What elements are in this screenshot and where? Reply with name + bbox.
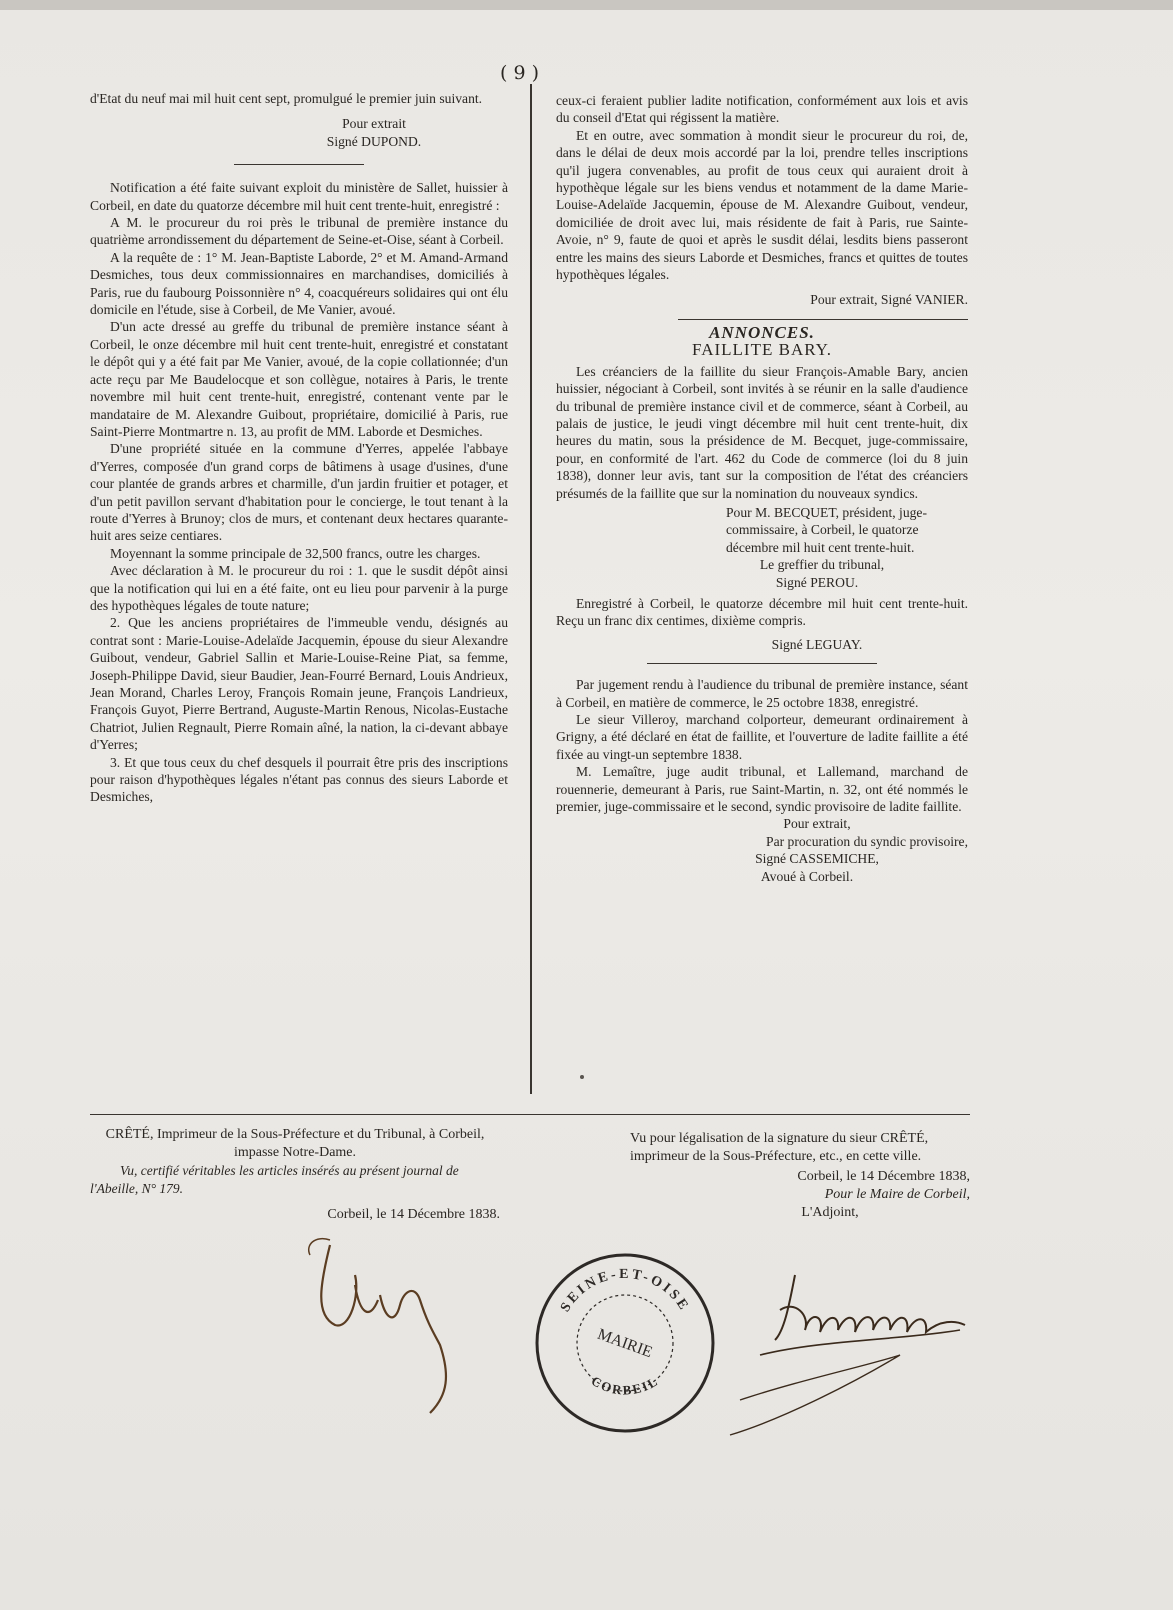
- left-paragraph: Notification a été faite suivant exploit du ministère de Sallet, huissier à Corbeil, en date du quatorze décembre mil huit cent trente-huit, enregistré :: [90, 180, 508, 213]
- separator-rule: [234, 164, 364, 165]
- left-paragraph: A M. le procureur du roi près le tribunal de première instance du quatrième arrondissement du département de Seine-et-Oise, séant à Corbeil.: [90, 215, 508, 248]
- left-paragraph: 2. Que les anciens propriétaires de l'immeuble vendu, désignés au contrat sont : Marie-Louise-Adelaïde Jacquemin, épouse du sieur Alexandre Guibout, vendeur, Gabriel Sallin et Marie-Louise-Reine Piat, sa femme, Joseph-Philippe David, sieur Baudier, Jean-Fourré Bernard, Louis Andrieux, Jean Morand, Charles Leroy, François Romain jeune, François Landrieux, François Guyot, Pierre Bertrand, Auguste-Martin Renous, Nicolas-Eustache Chatriot, Julien Regnault, Pierre Romain aîné, la nation, la ci-devant abbaye d'Yerres;: [90, 615, 508, 753]
- separator-rule: [647, 663, 877, 664]
- extrait-label: Pour extrait: [342, 116, 406, 132]
- paper-top-edge: [0, 0, 1173, 10]
- handwritten-signature-right: [700, 1260, 1000, 1450]
- footer-rule: [90, 1114, 970, 1115]
- signe-perou: Signé PEROU.: [775, 574, 859, 590]
- stamp-top-text: SEINE-ET-OISE: [557, 1266, 693, 1315]
- signe-cassemiche: Signé CASSEMICHE,: [755, 851, 879, 867]
- printer-line: CRÊTÉ, Imprimeur de la Sous-Préfecture et du Tribunal, à Corbeil, impasse Notre-Dame.: [105, 1127, 485, 1160]
- corbeil-date-left: Corbeil, le 14 Décembre 1838.: [327, 1207, 500, 1222]
- faillite-heading: FAILLITE BARY.: [692, 340, 832, 360]
- stamp-center-text: MAIRIE: [595, 1325, 655, 1362]
- left-top-lines: d'Etat du neuf mai mil huit cent sept, promulgué le premier juin suivant.: [90, 91, 483, 106]
- right-paragraph: ceux-ci feraient publier ladite notification, conformément aux lois et avis du conseil d'Etat qui régissent la matière.: [556, 93, 968, 126]
- footer-left: [90, 1126, 500, 1224]
- extrait-vanier: Pour extrait, Signé VANIER.: [810, 292, 968, 308]
- becquet-signature: Pour M. BECQUET, président, juge-commissaire, à Corbeil, le quatorze décembre mil huit cent trente-huit.: [726, 504, 927, 555]
- footer-right: [630, 1130, 970, 1222]
- faillite-paragraph: Les créanciers de la faillite du sieur François-Amable Bary, ancien huissier, négociant à Corbeil, sont invités à se réunir en la salle d'audience du tribunal de première instance civil et de commerce, séant à Corbeil, au palais de justice, le jeudi vingt décembre mil huit cent trente-huit, dix heures du matin, sous la présidence de M. Becquet, juge-commissaire, pour, en conformité de l'art. 462 du Code de commerce (loi du 8 juin 1838), donner leur avis, tant sur la composition de l'état des créanciers présumés de la faillite que sur la nomination du nouveaux syndics.: [556, 363, 968, 501]
- mairie-stamp: [532, 1250, 718, 1436]
- signe-dupond: Signé DUPOND.: [326, 133, 422, 149]
- legalisation-line: Vu pour légalisation de la signature du sieur CRÊTÉ, imprimeur de la Sous-Préfecture, etc., en cette ville.: [630, 1131, 929, 1164]
- maire-line: Pour le Maire de Corbeil,: [824, 1187, 970, 1202]
- jugement-paragraph: M. Lemaître, juge audit tribunal, et Lallemand, marchand de rouennerie, demeurant à Paris, rue Saint-Martin, n. 32, ont été nommés le premier, juge-commissaire et le second, syndic provisoire de ladite faillite.: [556, 764, 968, 815]
- left-paragraph: A la requête de : 1° M. Jean-Baptiste Laborde, 2° et M. Amand-Armand Desmiches, tous deux commissionnaires en marchandises, domiciliés à Paris, rue du faubourg Poissonnière n° 4, coacquéreurs solidaires qui ont élu domicile en l'étude, sise à Corbeil, de Me Vanier, avoué.: [90, 249, 508, 318]
- left-paragraph: D'un acte dressé au greffe du tribunal de première instance séant à Corbeil, le onze décembre mil huit cent trente-huit, enregistré et constatant le dépôt qui y a été fait par Me Vanier, avoué, de la copie collationnée; d'un acte reçu par Me Baudelocque et son collègue, notaires à Paris, le trente novembre mil huit cent trente-huit, enregistré, contenant vente par le mandataire de M. Alexandre Guibout, propriétaire, domicilié à Paris, rue Saint-Pierre Montmartre n. 13, au profit de MM. Laborde et Desmiches.: [90, 319, 508, 439]
- extrait-dupond: [90, 115, 508, 150]
- certifie-line: Vu, certifié véritables les articles insérés au présent journal de l'Abeille, N° 179.: [90, 1163, 459, 1196]
- handwritten-signature-left: [300, 1225, 470, 1415]
- stamp-bottom-text: CORBEIL: [588, 1372, 662, 1398]
- column-divider: [530, 84, 532, 1094]
- right-paragraph: Et en outre, avec sommation à mondit sieur le procureur du roi, de, dans le délai de deux mois accordé par la loi, prendre telles inscriptions qu'il jugera convenables, au profit de tous ceux qui auraient droit à hypothèque légale sur les biens vendus et notamment de la dame Marie-Louise-Adelaïde Jacquemin, épouse de M. Alexandre Guibout, vendeur, domiciliée de droit avec lui, mais résidente de fait à Paris, rue Sainte-Avoie, n° 9, faute de quoi et après le susdit délai, lesdits biens passeront entre les mains des sieurs Laborde et Desmiches, francs et quittes de toutes hypothèques légales.: [556, 127, 968, 283]
- left-paragraph: Avec déclaration à M. le procureur du roi : 1. que le susdit dépôt ainsi que la notification qui lui en a été faite, ont eu lieu pour parvenir à la purge des hypothèques légales de toute nature;: [90, 563, 508, 613]
- procuration-label: Par procuration du syndic provisoire,: [766, 833, 968, 849]
- left-paragraph: 3. Et que tous ceux du chef desquels il pourrait être pris des inscriptions pour raison d'hypothèques légales n'étant pas connus des sieurs Laborde et Desmiches,: [90, 754, 508, 805]
- greffier-label: Le greffier du tribunal,: [759, 557, 885, 573]
- jugement-paragraph: Par jugement rendu à l'audience du tribunal de première instance, séant à Corbeil, en matière de commerce, le 25 octobre 1838, enregistré.: [556, 677, 968, 710]
- annonces-heading: ANNONCES.: [709, 322, 815, 342]
- signe-leguay: Signé LEGUAY.: [771, 636, 863, 652]
- page-number: ( 9 ): [500, 62, 539, 84]
- left-paragraph: Moyennant la somme principale de 32,500 francs, outre les charges.: [110, 545, 481, 561]
- ink-dot: [580, 1075, 584, 1079]
- enregistre-paragraph: Enregistré à Corbeil, le quatorze décembre mil huit cent trente-huit. Reçu un franc dix centimes, dixième compris.: [556, 595, 968, 629]
- extrait-label-2: Pour extrait,: [783, 816, 851, 832]
- corbeil-date-right: Corbeil, le 14 Décembre 1838,: [797, 1169, 970, 1184]
- adjoint-line: L'Adjoint,: [801, 1205, 859, 1220]
- right-column: [556, 92, 968, 885]
- avoue-label: Avoué à Corbeil.: [760, 868, 854, 884]
- jugement-paragraph: Le sieur Villeroy, marchand colporteur, demeurant ordinairement à Grigny, a été déclaré en état de faillite, et l'ouverture de ladite faillite a été fixée au vingt-un septembre 1838.: [556, 712, 968, 762]
- left-column: [90, 90, 508, 806]
- separator-rule: [678, 319, 968, 320]
- left-paragraph: D'une propriété située en la commune d'Yerres, appelée l'abbaye d'Yerres, composée d'un grand corps de bâtimens à usage d'usines, d'une cour plantée de grands arbres et charmille, d'un jardin fruitier et potager, et d'un petit pavillon servant d'habitation pour le concierge, le tout tenant à la route d'Yerres à Brunoy; clos de murs, et contenant deux hectares quarante-huit ares seize centiares.: [90, 441, 508, 544]
